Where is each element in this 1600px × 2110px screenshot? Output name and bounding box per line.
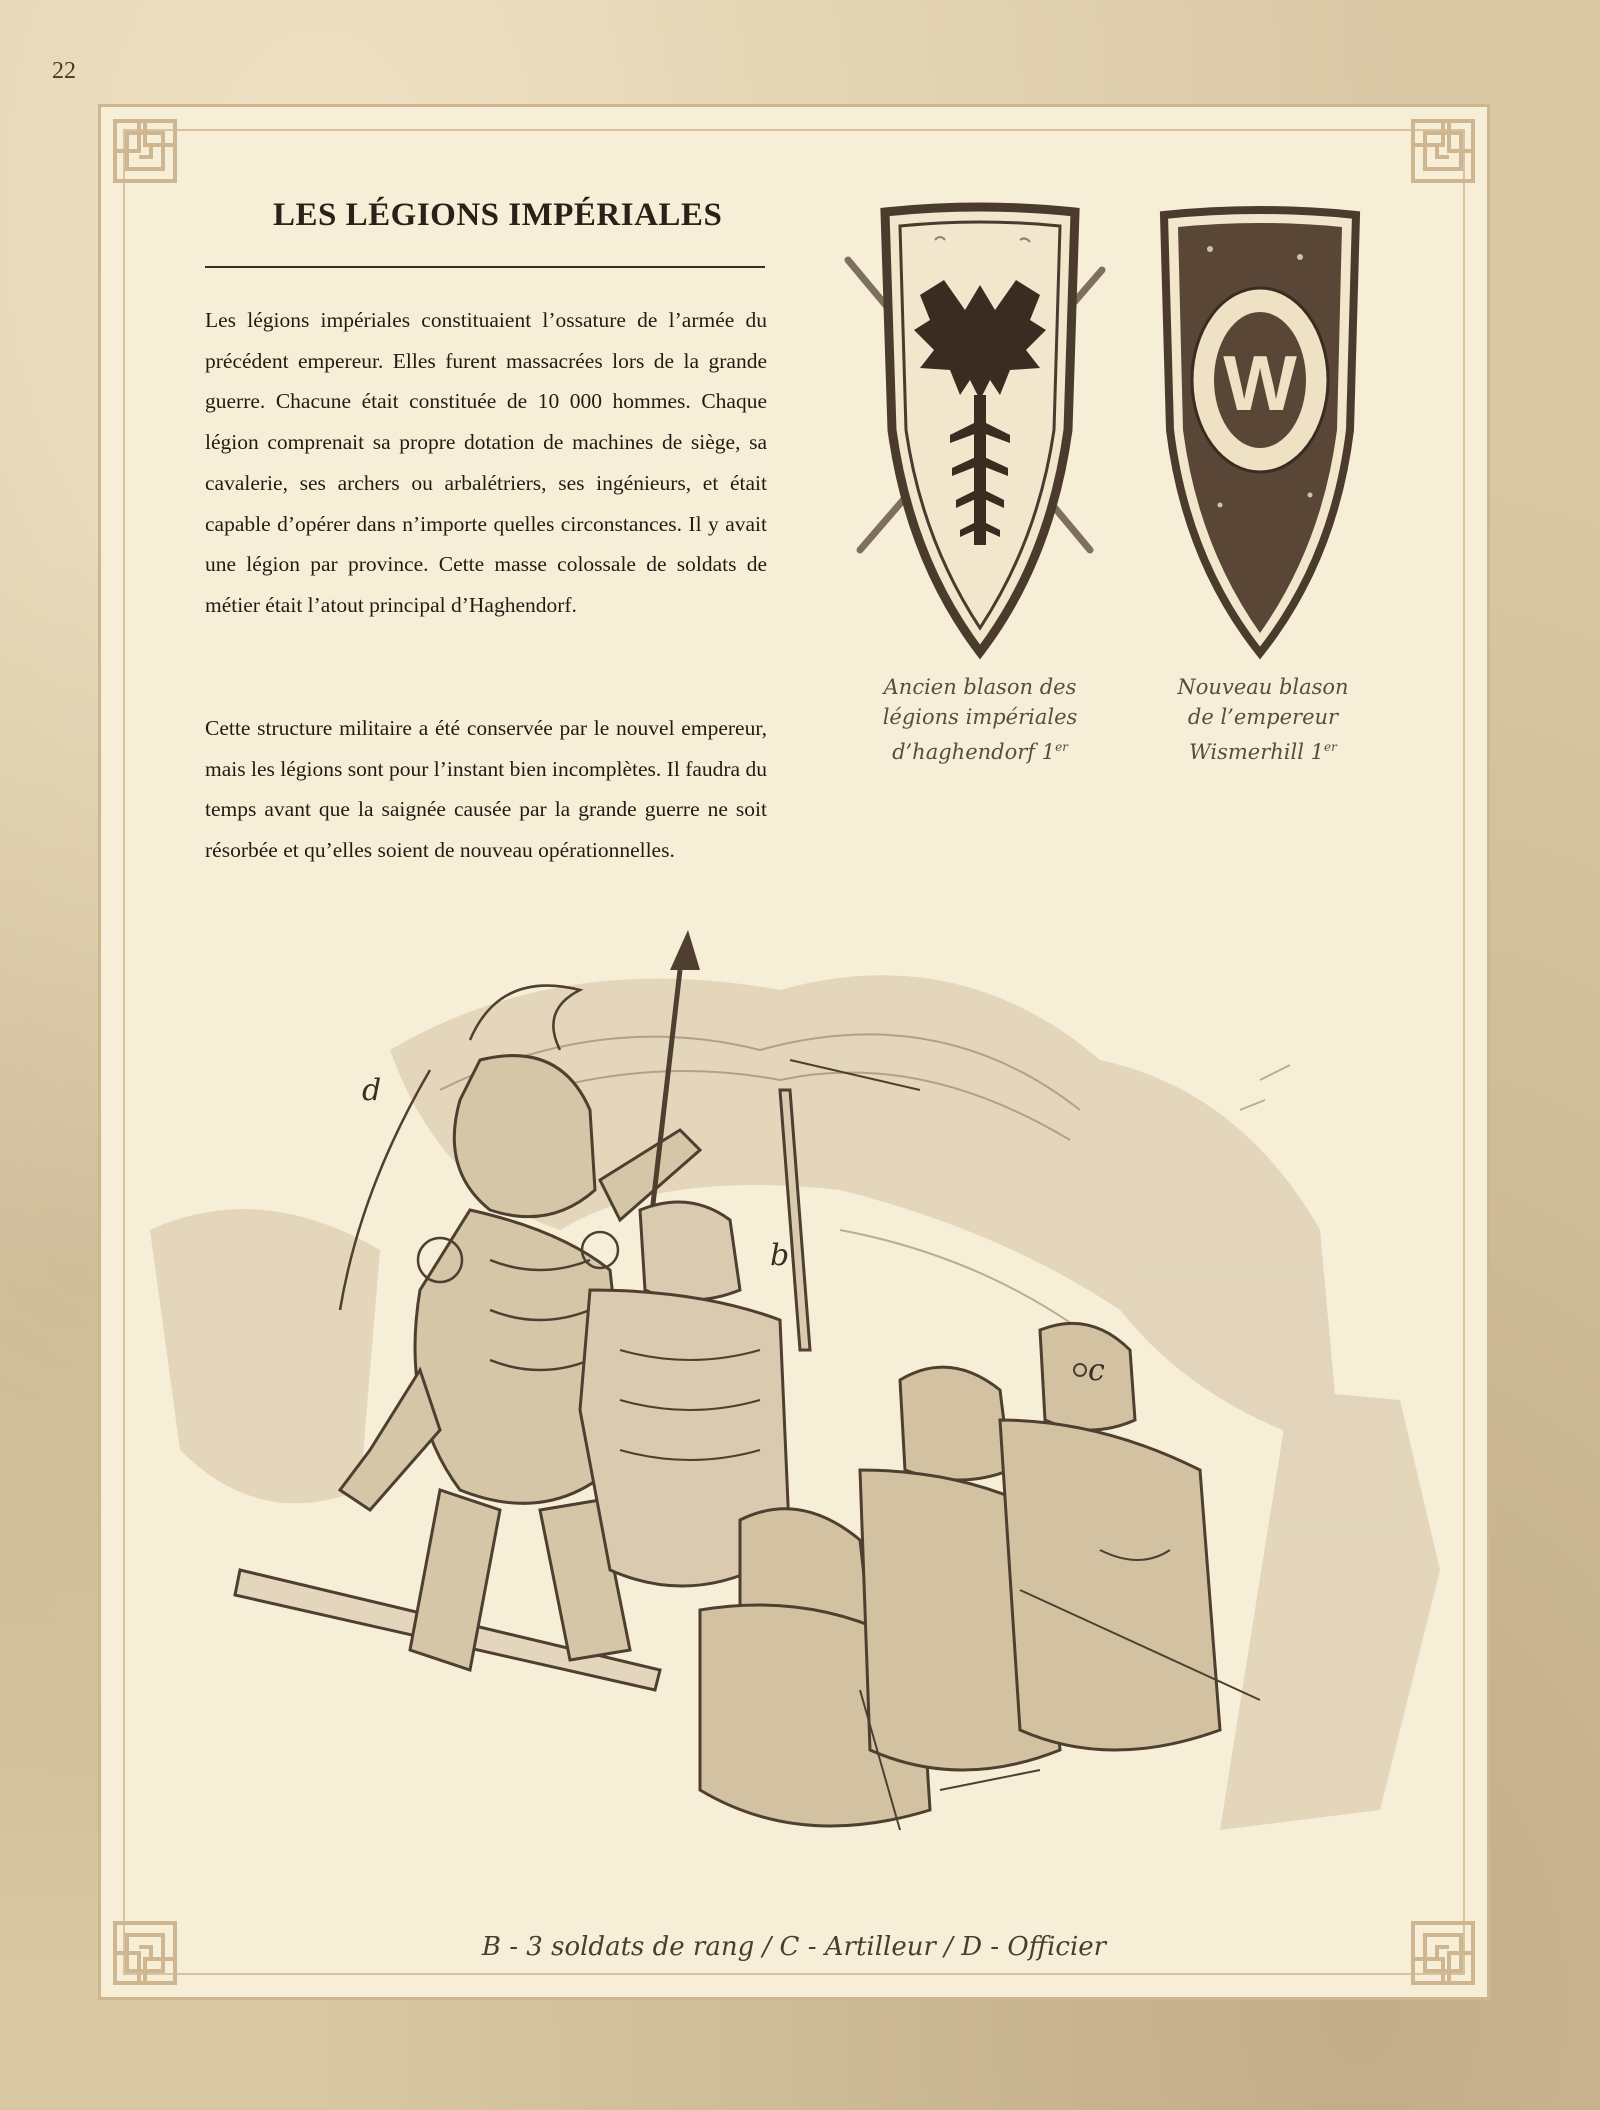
soldiers-sketch-illustration xyxy=(140,930,1480,1900)
caption-line xyxy=(855,732,1105,767)
old-emblem-caption xyxy=(855,672,1105,767)
old-emblem-shield-icon xyxy=(840,200,1120,670)
corner-ornament-icon xyxy=(1389,113,1481,205)
illustration-legend: B - 3 soldats de rang / C - Artilleur / D - Officier xyxy=(481,1932,1107,1962)
body-paragraph: Les légions impériales constituaient l’ossature de l’armée du précédent empereur. Elles furent massacrées lors de la grande guerre. Chacune était constituée de 10 000 hommes. Chaque légion comprenait sa propre dotation de machines de siège, sa cavalerie, ses archers ou arbalétriers, ses ingénieurs, et était capable d’opérer dans n’importe quelles circonstances. Il y avait une légion par province. Cette masse colossale de soldats de métier était l’atout principal d’Haghendorf. xyxy=(205,308,767,617)
corner-ornament-icon xyxy=(107,113,199,205)
label-gunner: c xyxy=(1088,1353,1105,1388)
page-title: LES LÉGIONS IMPÉRIALES xyxy=(273,197,723,233)
caption-line: légions impériales xyxy=(882,705,1078,729)
caption-line xyxy=(1148,732,1378,767)
label-soldier: b xyxy=(770,1238,790,1273)
new-emblem-shield-icon xyxy=(1150,205,1370,665)
caption-line: de l’empereur xyxy=(1187,705,1339,729)
title-underline xyxy=(205,266,765,268)
page-number: 22 xyxy=(52,58,76,84)
caption-line: Ancien blason des xyxy=(883,675,1077,699)
body-paragraph: Cette structure militaire a été conservée par le nouvel empereur, mais les légions sont pour l’instant bien incomplètes. Il faudra du temps avant que la saignée causée par la grande guerre ne soit résorbée et qu’elles soient de nouveau opérationnelles. xyxy=(205,716,767,863)
emblem-letter: W xyxy=(1223,339,1297,427)
caption-superscript: er xyxy=(1323,740,1337,754)
caption-superscript: er xyxy=(1055,740,1068,754)
caption-line-text: Wismerhill 1 xyxy=(1189,740,1324,764)
caption-line: Nouveau blason xyxy=(1177,675,1349,699)
caption-line-text: d’haghendorf 1 xyxy=(892,740,1056,764)
label-officer: d xyxy=(362,1073,382,1108)
new-emblem-caption xyxy=(1148,672,1378,767)
